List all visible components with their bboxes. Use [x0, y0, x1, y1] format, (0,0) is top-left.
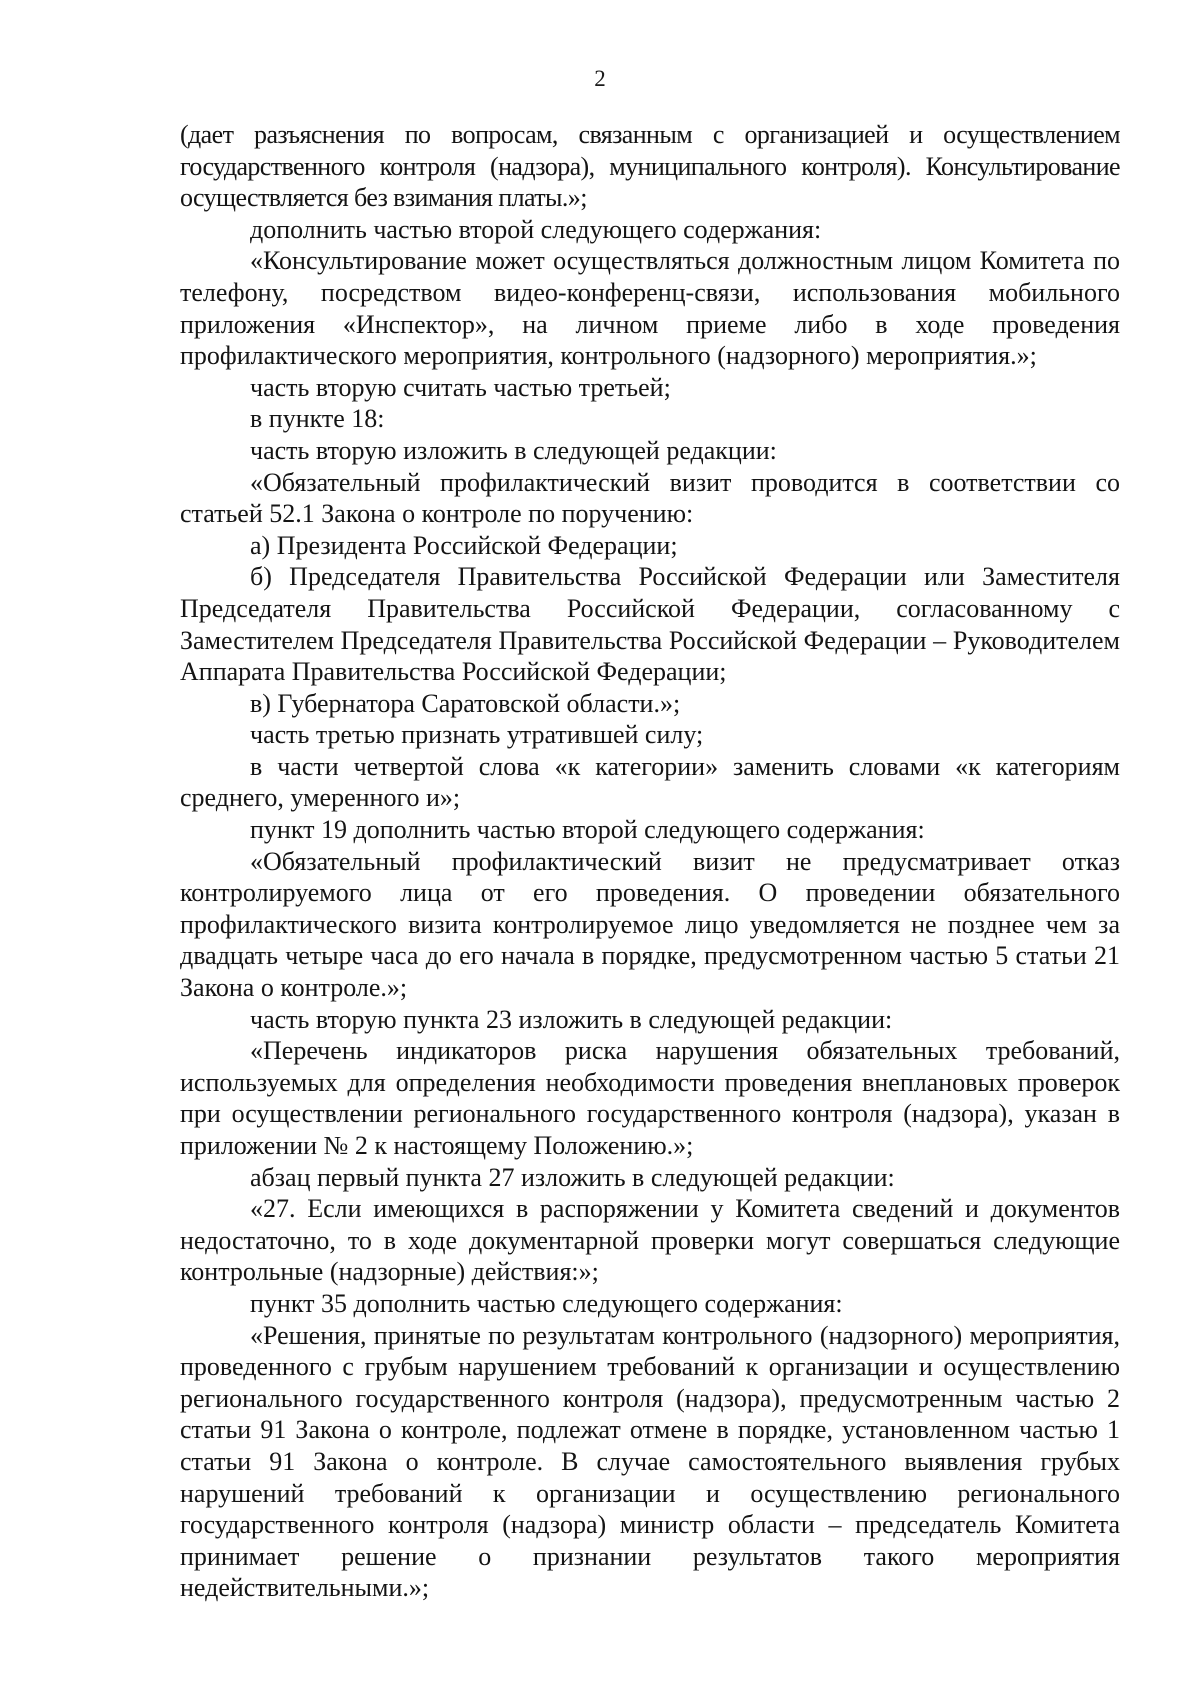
list-item-a: а) Президента Российской Федерации; — [250, 530, 678, 560]
paragraph: дополнить частью второй следующего содержания: — [250, 214, 822, 244]
paragraph-quote: «Консультирование может осуществляться должностным лицом Комитета по телефону, посредством видео-конференц-связи, использования мобильного приложения «Инспектор», на личном приеме либо в ходе проведения профилактического мероприятия, контрольного (надзорного) мероприятия.»; — [180, 246, 1120, 371]
list-item-c: в) Губернатора Саратовской области.»; — [250, 688, 681, 718]
paragraph: часть вторую считать частью третьей; — [250, 372, 671, 402]
paragraph: абзац первый пункта 27 изложить в следующей редакции: — [250, 1162, 895, 1192]
paragraph: пункт 35 дополнить частью следующего содержания: — [250, 1288, 843, 1318]
paragraph: часть третью признать утратившей силу; — [250, 720, 704, 750]
paragraph-continuation: (дает разъяснения по вопросам, связанным с организацией и осуществлением государственного контроля (надзора), муниципального контроля). Консультирование осуществляется без взимания платы.»; — [180, 120, 1120, 213]
paragraph: в пункте 18: — [250, 404, 385, 434]
document-body — [180, 119, 1120, 1604]
paragraph: часть вторую изложить в следующей редакции: — [250, 435, 777, 465]
paragraph-quote: «Обязательный профилактический визит не предусматривает отказ контролируемого лица от его проведения. О проведении обязательного профилактического визита контролируемое лицо уведомляется не позднее чем за двадцать четыре часа до его начала в порядке, предусмотренном частью 5 статьи 21 Закона о контроле.»; — [180, 846, 1120, 1003]
paragraph: в части четвертой слова «к категории» заменить словами «к категориям среднего, умеренного и»; — [180, 751, 1120, 813]
paragraph: пункт 19 дополнить частью второй следующего содержания: — [250, 815, 925, 845]
paragraph-quote: «27. Если имеющихся в распоряжении у Комитета сведений и документов недостаточно, то в ходе документарной проверки могут совершаться следующие контрольные (надзорные) действия:»; — [180, 1194, 1120, 1287]
page-number: 2 — [594, 66, 606, 91]
paragraph-quote: «Решения, принятые по результатам контрольного (надзорного) мероприятия, проведенного с грубым нарушением требований к организации и осуществлению регионального государственного контроля (надзора), предусмотренным частью 2 статьи 91 Закона о контроле, подлежат отмене в порядке, установленном частью 1 статьи 91 Закона о контроле. В случае самостоятельного выявления грубых нарушений требований к организации и осуществлению регионального государственного контроля (надзора) министр области – председатель Комитета принимает решение о признании результатов такого мероприятия недействительными.»; — [180, 1320, 1120, 1603]
list-item-b: б) Председателя Правительства Российской Федерации или Заместителя Председателя Правительства Российской Федерации, согласованному с Заместителем Председателя Правительства Российской Федерации – Руководителем Аппарата Правительства Российской Федерации; — [180, 562, 1120, 687]
paragraph-quote: «Перечень индикаторов риска нарушения обязательных требований, используемых для определения необходимости проведения внеплановых проверок при осуществлении регионального государственного контроля (надзора), указан в приложении № 2 к настоящему Положению.»; — [180, 1036, 1120, 1160]
paragraph-quote: «Обязательный профилактический визит проводится в соответствии со статьей 52.1 Закона о контроле по поручению: — [180, 467, 1120, 529]
paragraph: часть вторую пункта 23 изложить в следующей редакции: — [250, 1004, 893, 1034]
